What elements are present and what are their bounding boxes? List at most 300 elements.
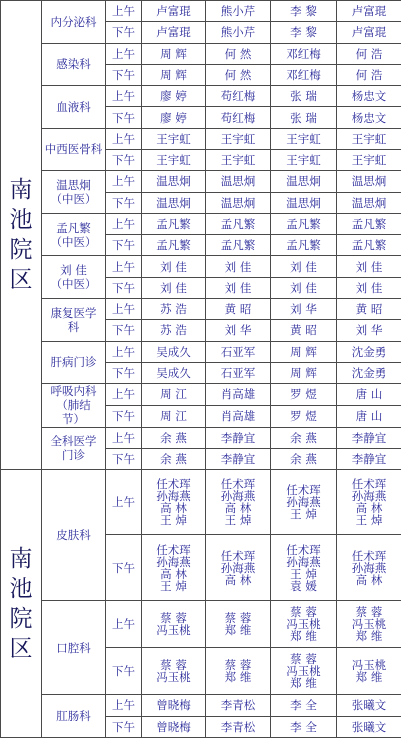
doctor-name: 温思炯 <box>286 174 321 189</box>
period-label: 下午 <box>106 362 142 383</box>
doctor-name: 余 燕 <box>290 430 317 445</box>
department-name <box>42 470 106 601</box>
doctor-name: 蔡 蓉 <box>290 651 317 666</box>
doctor-name: 刘 佳 <box>290 259 317 274</box>
doctor-cell <box>206 647 271 695</box>
department-name-line: 康复医学 <box>50 305 97 320</box>
doctor-cell <box>206 362 271 383</box>
doctor-name: 何 然 <box>224 67 252 82</box>
department-name-line: 中西医骨科 <box>44 142 103 157</box>
doctor-name: 刘 华 <box>290 302 317 317</box>
doctor-name: 王宇虹 <box>286 153 321 168</box>
period-label: 下午 <box>106 405 142 427</box>
doctor-name: 孙海燕 <box>156 554 191 569</box>
doctor-name: 高 林 <box>224 572 252 587</box>
doctor-cell <box>142 448 206 469</box>
department-name-line: 感染科 <box>56 57 91 72</box>
department-name-line: 口腔科 <box>56 640 91 655</box>
doctor-name: 孙海燕 <box>220 489 256 504</box>
doctor-cell <box>206 405 271 427</box>
doctor-name: 曾晓梅 <box>156 719 191 734</box>
doctor-name: 冯玉桃 <box>351 616 387 631</box>
doctor-name: 孙海燕 <box>351 560 387 575</box>
doctor-cell <box>337 86 401 107</box>
doctor-cell <box>142 128 206 149</box>
table-row <box>1 384 401 406</box>
doctor-name: 李青松 <box>220 698 256 713</box>
doctor-name: 郑 维 <box>290 628 317 643</box>
doctor-cell <box>271 277 337 298</box>
department-name-line: （中医） <box>50 234 97 249</box>
doctor-name: 张曦文 <box>351 698 387 713</box>
doctor-cell <box>337 320 401 341</box>
doctor-cell <box>206 43 271 64</box>
doctor-cell <box>337 341 401 362</box>
doctor-cell <box>337 128 401 149</box>
doctor-cell <box>337 149 401 170</box>
doctor-cell <box>271 384 337 406</box>
department-name <box>42 298 106 341</box>
doctor-cell <box>206 427 271 448</box>
doctor-name: 任术珲 <box>286 483 321 498</box>
doctor-cell <box>142 362 206 383</box>
doctor-cell <box>271 470 337 535</box>
doctor-name: 肖高雄 <box>220 387 256 402</box>
doctor-name: 郑 维 <box>290 675 317 690</box>
doctor-name: 王宇虹 <box>286 131 321 146</box>
doctor-cell <box>271 256 337 277</box>
table-row <box>1 171 401 192</box>
table-row <box>1 695 401 716</box>
doctor-cell <box>271 405 337 427</box>
period-label: 下午 <box>106 22 142 43</box>
table-row <box>1 213 401 234</box>
period-label: 上午 <box>106 86 142 107</box>
department-name <box>42 213 106 256</box>
doctor-name: 任术珲 <box>220 548 256 563</box>
doctor-cell <box>206 192 271 213</box>
doctor-cell <box>337 64 401 85</box>
doctor-name: 孟凡繁 <box>351 216 387 231</box>
doctor-cell <box>142 107 206 128</box>
doctor-name: 石亚军 <box>220 365 256 380</box>
department-name <box>42 86 106 129</box>
doctor-name: 高 林 <box>355 501 383 516</box>
period-label: 上午 <box>106 427 142 448</box>
department-name <box>42 256 106 299</box>
doctor-name: 苏 浩 <box>160 302 187 317</box>
doctor-cell <box>271 647 337 695</box>
doctor-name: 刘 华 <box>355 323 383 338</box>
doctor-cell <box>206 22 271 43</box>
department-name-line: （肺结 <box>56 398 91 413</box>
doctor-name: 冯玉桃 <box>286 663 321 678</box>
doctor-cell <box>142 22 206 43</box>
doctor-cell <box>271 171 337 192</box>
doctor-name: 周 江 <box>160 409 187 424</box>
table-row <box>1 600 401 647</box>
campus-label: 南池院区 <box>1 1 42 470</box>
department-name <box>42 43 106 86</box>
doctor-name: 袁 媛 <box>290 578 317 593</box>
doctor-cell <box>337 22 401 43</box>
doctor-name: 刘 佳 <box>355 280 383 295</box>
doctor-cell <box>337 427 401 448</box>
doctor-name: 蔡 蓉 <box>355 604 383 619</box>
doctor-cell <box>337 298 401 319</box>
period-label: 下午 <box>106 716 142 738</box>
doctor-name: 温思炯 <box>286 195 321 210</box>
doctor-name: 王 焯 <box>160 578 187 593</box>
doctor-cell <box>142 43 206 64</box>
doctor-cell <box>142 64 206 85</box>
doctor-name: 曾晓梅 <box>156 698 191 713</box>
department-name-line: 孟凡繁 <box>56 220 91 235</box>
doctor-cell <box>142 341 206 362</box>
doctor-cell <box>271 22 337 43</box>
period-label: 上午 <box>106 171 142 192</box>
table-row <box>1 470 401 535</box>
doctor-name: 孟凡繁 <box>156 216 191 231</box>
period-label: 上午 <box>106 128 142 149</box>
doctor-cell <box>206 64 271 85</box>
period-label: 下午 <box>106 320 142 341</box>
doctor-name: 孙海燕 <box>286 495 321 510</box>
department-name <box>42 128 106 171</box>
doctor-name: 罗 煜 <box>290 409 317 424</box>
doctor-name: 温思炯 <box>156 174 191 189</box>
doctor-name: 王宇虹 <box>220 153 256 168</box>
table-row <box>1 128 401 149</box>
period-label: 上午 <box>106 384 142 406</box>
doctor-name: 廖 婷 <box>160 110 187 125</box>
doctor-name: 熊小芹 <box>220 25 256 40</box>
doctor-cell <box>271 427 337 448</box>
doctor-cell <box>337 470 401 535</box>
period-label: 上午 <box>106 341 142 362</box>
doctor-name: 李 黎 <box>290 25 317 40</box>
doctor-name: 王宇虹 <box>156 153 191 168</box>
doctor-cell <box>271 716 337 738</box>
period-label: 上午 <box>106 213 142 234</box>
doctor-name: 何 浩 <box>355 67 383 82</box>
period-label: 下午 <box>106 107 142 128</box>
doctor-name: 温思炯 <box>220 195 256 210</box>
department-name <box>42 384 106 428</box>
doctor-name: 何 然 <box>224 46 252 61</box>
doctor-name: 黄 昭 <box>355 302 383 317</box>
period-label: 上午 <box>106 43 142 64</box>
doctor-name: 肖高雄 <box>220 409 256 424</box>
doctor-name: 冯玉桃 <box>286 616 321 631</box>
doctor-name: 蔡 蓉 <box>160 610 187 625</box>
doctor-name: 杨忠文 <box>351 110 387 125</box>
period-label: 上午 <box>106 470 142 535</box>
doctor-cell <box>142 470 206 535</box>
doctor-cell <box>271 535 337 601</box>
doctor-name: 李静宜 <box>351 430 387 445</box>
doctor-name: 苟红梅 <box>220 89 256 104</box>
period-label: 下午 <box>106 235 142 256</box>
table-row <box>1 43 401 64</box>
department-name <box>42 695 106 738</box>
doctor-name: 卢富琨 <box>351 4 387 19</box>
table-row <box>1 298 401 319</box>
doctor-cell <box>142 384 206 406</box>
doctor-cell <box>337 647 401 695</box>
doctor-name: 邓红梅 <box>286 46 321 61</box>
doctor-cell <box>271 64 337 85</box>
doctor-cell <box>206 128 271 149</box>
doctor-name: 李静宜 <box>351 452 387 467</box>
department-name-line: 血液科 <box>56 99 91 114</box>
doctor-name: 黄 昭 <box>290 323 317 338</box>
department-name-line: 肛肠科 <box>56 709 91 724</box>
doctor-cell <box>142 535 206 601</box>
doctor-cell <box>337 716 401 738</box>
doctor-cell <box>271 341 337 362</box>
doctor-cell <box>206 600 271 647</box>
doctor-name: 孟凡繁 <box>156 238 191 253</box>
department-name-line: 全科医学 <box>50 434 97 449</box>
doctor-cell <box>337 192 401 213</box>
doctor-cell <box>206 716 271 738</box>
doctor-name: 任术珲 <box>156 542 191 557</box>
doctor-cell <box>206 320 271 341</box>
doctor-name: 周 辉 <box>290 344 317 359</box>
doctor-name: 郑 维 <box>224 622 252 637</box>
doctor-name: 温思炯 <box>156 195 191 210</box>
doctor-name: 高 林 <box>224 501 252 516</box>
doctor-cell <box>337 256 401 277</box>
doctor-cell <box>206 298 271 319</box>
doctor-cell <box>271 128 337 149</box>
doctor-name: 沈金勇 <box>351 365 387 380</box>
doctor-name: 郑 维 <box>224 669 252 684</box>
department-name-line: 温思炯 <box>56 178 91 193</box>
period-label: 下午 <box>106 448 142 469</box>
doctor-name: 高 林 <box>160 566 187 581</box>
department-name <box>42 600 106 694</box>
doctor-name: 周 江 <box>160 387 187 402</box>
doctor-cell <box>142 695 206 716</box>
doctor-cell <box>337 600 401 647</box>
doctor-cell <box>142 647 206 695</box>
doctor-name: 任术珲 <box>351 477 387 492</box>
campus-label: 南池院区 <box>1 470 42 738</box>
doctor-name: 张曦文 <box>351 719 387 734</box>
doctor-name: 王 焯 <box>290 566 317 581</box>
doctor-cell <box>271 235 337 256</box>
doctor-name: 余 燕 <box>160 452 187 467</box>
doctor-cell <box>337 213 401 234</box>
department-name-line: （中医） <box>50 277 97 292</box>
doctor-cell <box>206 1 271 22</box>
doctor-name: 张 瑞 <box>290 89 317 104</box>
doctor-cell <box>271 448 337 469</box>
table-row <box>1 256 401 277</box>
doctor-cell <box>337 695 401 716</box>
table-row <box>1 1 401 22</box>
doctor-cell <box>337 448 401 469</box>
doctor-cell <box>206 277 271 298</box>
doctor-name: 王宇虹 <box>351 131 387 146</box>
doctor-cell <box>271 1 337 22</box>
doctor-cell <box>206 695 271 716</box>
doctor-name: 苏 浩 <box>160 323 187 338</box>
department-name-line: 科 <box>67 319 80 334</box>
department-name <box>42 341 106 384</box>
doctor-name: 孟凡繁 <box>351 238 387 253</box>
table-row <box>1 427 401 448</box>
doctor-name: 任术珲 <box>286 542 321 557</box>
doctor-cell <box>271 298 337 319</box>
doctor-name: 冯玉桃 <box>351 657 387 672</box>
department-name-line: 刘 佳 <box>60 263 87 278</box>
doctor-name: 孟凡繁 <box>286 238 321 253</box>
doctor-name: 刘 佳 <box>224 259 252 274</box>
department-name <box>42 427 106 470</box>
doctor-cell <box>206 171 271 192</box>
doctor-cell <box>206 213 271 234</box>
doctor-name: 刘 佳 <box>160 259 187 274</box>
doctor-name: 孙海燕 <box>286 554 321 569</box>
doctor-cell <box>271 149 337 170</box>
doctor-name: 郑 维 <box>355 628 383 643</box>
doctor-cell <box>271 107 337 128</box>
doctor-name: 郑 维 <box>355 669 383 684</box>
period-label: 下午 <box>106 277 142 298</box>
doctor-name: 罗 煜 <box>290 387 317 402</box>
doctor-name: 王 焯 <box>290 507 317 522</box>
period-label: 下午 <box>106 535 142 601</box>
doctor-name: 孟凡繁 <box>286 216 321 231</box>
doctor-cell <box>206 149 271 170</box>
doctor-cell <box>206 107 271 128</box>
doctor-cell <box>271 362 337 383</box>
doctor-cell <box>142 277 206 298</box>
doctor-name: 孙海燕 <box>156 489 191 504</box>
doctor-cell <box>142 600 206 647</box>
doctor-name: 熊小芹 <box>220 4 256 19</box>
doctor-name: 杨忠文 <box>351 89 387 104</box>
doctor-cell <box>206 448 271 469</box>
doctor-name: 冯玉桃 <box>156 622 191 637</box>
doctor-name: 温思炯 <box>351 174 387 189</box>
doctor-name: 刘 华 <box>224 323 252 338</box>
doctor-name: 孙海燕 <box>351 489 387 504</box>
doctor-cell <box>142 405 206 427</box>
doctor-name: 何 浩 <box>355 46 383 61</box>
doctor-cell <box>337 107 401 128</box>
period-label: 上午 <box>106 298 142 319</box>
doctor-cell <box>271 600 337 647</box>
doctor-name: 王 焯 <box>355 513 383 528</box>
doctor-cell <box>337 43 401 64</box>
schedule-body <box>1 1 401 738</box>
doctor-name: 周 辉 <box>160 46 187 61</box>
doctor-name: 邓红梅 <box>286 67 321 82</box>
doctor-name: 蔡 蓉 <box>160 657 187 672</box>
doctor-name: 李 全 <box>290 719 317 734</box>
doctor-name: 王宇虹 <box>220 131 256 146</box>
doctor-name: 任术珲 <box>351 548 387 563</box>
doctor-name: 刘 佳 <box>290 280 317 295</box>
period-label: 上午 <box>106 600 142 647</box>
doctor-name: 周 辉 <box>290 365 317 380</box>
doctor-name: 刘 佳 <box>224 280 252 295</box>
doctor-cell <box>142 1 206 22</box>
doctor-name: 廖 婷 <box>160 89 187 104</box>
doctor-cell <box>337 235 401 256</box>
doctor-name: 卢富琨 <box>156 25 191 40</box>
doctor-name: 刘 佳 <box>160 280 187 295</box>
doctor-name: 唐 山 <box>355 387 383 402</box>
doctor-name: 王 焯 <box>160 513 187 528</box>
doctor-cell <box>206 384 271 406</box>
doctor-cell <box>206 235 271 256</box>
doctor-cell <box>142 320 206 341</box>
doctor-cell <box>271 43 337 64</box>
doctor-name: 王宇虹 <box>351 153 387 168</box>
doctor-name: 王宇虹 <box>156 131 191 146</box>
doctor-name: 苟红梅 <box>220 110 256 125</box>
department-name <box>42 171 106 214</box>
doctor-name: 李 全 <box>290 698 317 713</box>
doctor-name: 沈金勇 <box>351 344 387 359</box>
doctor-cell <box>206 535 271 601</box>
doctor-name: 任术珲 <box>220 477 256 492</box>
doctor-name: 李静宜 <box>220 430 256 445</box>
doctor-cell <box>337 171 401 192</box>
doctor-name: 张 瑞 <box>290 110 317 125</box>
doctor-name: 黄 昭 <box>224 302 252 317</box>
department-name-line: 皮肤科 <box>56 528 91 543</box>
doctor-cell <box>142 213 206 234</box>
doctor-cell <box>337 362 401 383</box>
department-name-line: 肝病门诊 <box>50 355 97 370</box>
doctor-name: 石亚军 <box>220 344 256 359</box>
doctor-name: 唐 山 <box>355 409 383 424</box>
doctor-cell <box>337 405 401 427</box>
period-label: 上午 <box>106 256 142 277</box>
doctor-cell <box>142 192 206 213</box>
doctor-cell <box>142 298 206 319</box>
doctor-name: 余 燕 <box>290 452 317 467</box>
doctor-cell <box>206 470 271 535</box>
doctor-cell <box>142 427 206 448</box>
doctor-name: 孟凡繁 <box>220 238 256 253</box>
period-label: 上午 <box>106 1 142 22</box>
doctor-cell <box>142 235 206 256</box>
doctor-cell <box>142 716 206 738</box>
doctor-cell <box>337 535 401 601</box>
doctor-name: 蔡 蓉 <box>224 610 252 625</box>
department-name-line: 门诊 <box>62 448 85 463</box>
period-label: 上午 <box>106 695 142 716</box>
doctor-cell <box>206 256 271 277</box>
doctor-name: 温思炯 <box>351 195 387 210</box>
doctor-cell <box>206 341 271 362</box>
doctor-name: 任术珲 <box>156 477 191 492</box>
department-name-line: （中医） <box>50 192 97 207</box>
department-name-line: 呼吸内科 <box>50 384 97 399</box>
department-name-line: 内分泌科 <box>50 14 97 29</box>
period-label: 下午 <box>106 64 142 85</box>
doctor-name: 蔡 蓉 <box>224 657 252 672</box>
doctor-name: 李 黎 <box>290 4 317 19</box>
doctor-name: 高 林 <box>355 572 383 587</box>
